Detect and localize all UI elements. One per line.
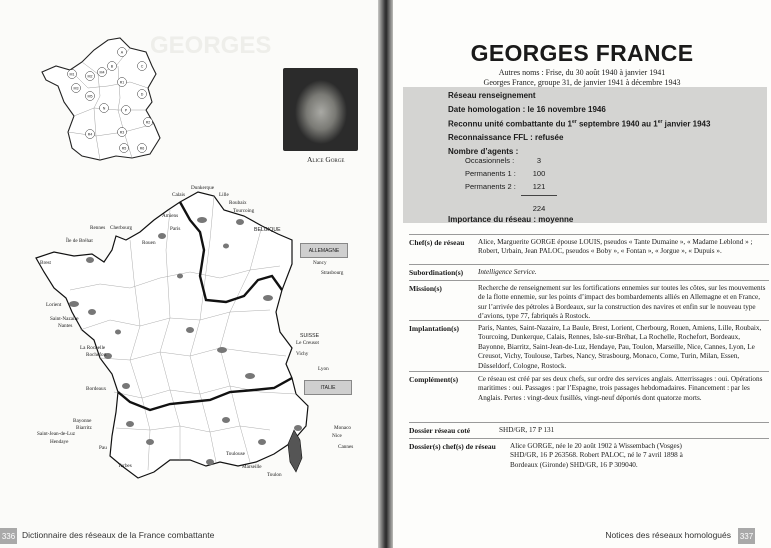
small-map-label: B [110, 64, 114, 69]
agents-label: Permanents 1 : [465, 169, 516, 178]
small-map-label: R3 [119, 130, 125, 135]
city-label: Île de Bréhat [66, 238, 93, 244]
small-map-label: M4 [99, 70, 105, 75]
agents-value: 3 [536, 156, 542, 165]
agents-label: Permanents 2 : [465, 182, 516, 191]
row-rule [409, 438, 769, 439]
city-label: Saint-Nazaire [50, 316, 79, 322]
small-map-label: R1 [119, 80, 125, 85]
row-rule [409, 320, 769, 321]
date-homologation: Date homologation : le 16 novembre 1946 [448, 105, 606, 114]
city-label: Pau [99, 445, 107, 451]
country-label-belgique: BELGIQUE [254, 227, 281, 233]
city-label: Nantes [58, 323, 73, 329]
city-label: Cannes [338, 444, 354, 450]
footer-left: Dictionnaire des réseaux de la France combattante [22, 530, 215, 540]
row-label: Subordination(s) [409, 268, 464, 277]
small-map-label: D [140, 92, 144, 97]
photo-caption: Alice Gorge [307, 155, 345, 164]
city-label: Rouen [142, 240, 156, 246]
other-names: Autres noms : Frise, du 30 août 1940 à janvier 1941 [498, 68, 666, 77]
ghost-title: GEORGES [150, 32, 272, 59]
city-label: Biarritz [76, 425, 92, 431]
city-label: Bordeaux [86, 386, 107, 392]
total-rule [521, 195, 557, 196]
city-label: Vichy [296, 351, 309, 357]
small-map-label: M5 [87, 94, 93, 99]
city-label: Monaco [334, 425, 351, 431]
country-box-allemagne: ALLEMAGNE [300, 243, 348, 258]
row-label: Mission(s) [409, 284, 442, 293]
small-map-label: N [102, 106, 106, 111]
city-label: Rennes [90, 225, 106, 231]
page-title: GEORGES FRANCE [470, 40, 694, 66]
city-label: Lorient [46, 302, 62, 308]
city-label: Calais [172, 192, 185, 198]
page-number-left: 336 [0, 528, 17, 544]
city-label: Paris [170, 226, 181, 232]
row-label: Implantation(s) [409, 324, 460, 333]
small-map-label: R5 [121, 146, 127, 151]
portrait-photo [283, 68, 358, 151]
left-page [0, 0, 378, 548]
country-label-suisse: SUISSE [300, 333, 320, 339]
small-map-label: P [124, 108, 128, 113]
small-map-label: A [120, 50, 124, 55]
city-label: Toulouse [226, 451, 245, 457]
city-label: Toulon [267, 472, 282, 478]
city-label: Tourcoing [233, 208, 255, 214]
city-label: Roubaix [229, 200, 247, 206]
footer-right: Notices des réseaux homologués [605, 530, 731, 540]
reconnaissance-ffl: Reconnaissance FFL : refusée [448, 133, 564, 142]
city-label: Amiens [162, 213, 179, 219]
small-map-label: R6 [139, 146, 145, 151]
city-label: Le Creusot [296, 340, 319, 346]
agents-value: 100 [532, 169, 546, 178]
row-content: Alice, Marguerite GORGE épouse LOUIS, pseudos « Tante Dumaine », « Madame Leblond » ; Robert, Urbain, Jean PALOC, pseudos « Boby », « Fontan », « Jorgue », « Dupuis ». [478, 238, 753, 256]
city-label: Nice [332, 433, 342, 439]
row-content: Recherche de renseignement sur les fortifications ennemies sur toutes les côtes, sur les mouvements de la flotte ennemie, sur les points d’impact des bombardements alliés en Allemagne et en France, sur l’arrivée des pétroles à Bordeaux, sur la construction des navires et enfin sur le nouveau type d’avions, type 77, fabriqués à Rostock. [478, 284, 766, 321]
city-label: Marseille [242, 464, 262, 470]
row-rule [409, 234, 769, 235]
row-content: Paris, Nantes, Saint-Nazaire, La Baule, Brest, Lorient, Cherbourg, Rouen, Amiens, Lille, Roubaix, Tourcoing, Dunkerque, Calais, Rennes, Isle-sur-Bréhat, La Rochelle, Rochefort, Bordeaux, Bayonne, Biarritz, Saint-Jean-de-Luz, Hendaye, Pau, Toulon, Marseille, Nice, Cannes, Lyon, Le Creusot, Vichy, Toulouse, Tarbes, Nancy, Strasbourg, Monaco, Come, Turin, Milan, Essen, Düsseldorf, Cologne, Rostock. [478, 324, 762, 370]
city-label: Brest [40, 260, 51, 266]
row-content: SHD/GR, 17 P 131 [499, 426, 555, 434]
page-number-right: 337 [738, 528, 755, 544]
row-content: Ce réseau est créé par ses deux chefs, sur ordre des services anglais. Atterrissages : oui. Opérations maritimes : oui. Passages : par l’Espagne, trois passages hebdomadaires. Financement : par les Anglais. Pertes : vingt-deux fusillés, vingt-neuf déportés dont quatorze morts. [478, 375, 763, 402]
nombre-agents: Nombre d’agents : [448, 147, 519, 156]
row-content: Intelligence Service. [478, 268, 537, 276]
reconnu-unite: Reconnu unité combattante du 1er septembre 1940 au 1er janvier 1943 [448, 119, 711, 129]
small-france-map [38, 36, 173, 166]
row-label: Dossier(s) chef(s) de réseau [409, 442, 496, 451]
right-page [393, 0, 771, 548]
small-map-label: M2 [87, 74, 93, 79]
row-label: Dossier réseau coté [409, 426, 471, 435]
reseau-type: Réseau renseignement [448, 91, 536, 100]
city-label: La Rochelle [80, 345, 106, 351]
city-label: Dunkerque [191, 185, 215, 191]
small-map-label: R2 [145, 120, 151, 125]
row-content: Alice GORGE, née le 20 août 1902 à Wissembach (Vosges) SHD/GR, 16 P 263568. Robert PALOC, né le 7 avril 1898 à Bordeaux (Gironde) SHD/GR, 16 P 309040. [510, 442, 683, 469]
city-label: Strasbourg [321, 270, 344, 276]
agents-label: Occasionnels : [465, 156, 515, 165]
city-label: Lyon [318, 366, 329, 372]
city-label: Saint-Jean-de-Luz [37, 431, 76, 437]
small-map-label: M3 [73, 86, 79, 91]
row-rule [409, 280, 769, 281]
row-rule [409, 264, 769, 265]
city-label: Bayonne [73, 418, 92, 424]
city-label: Hendaye [50, 439, 69, 445]
agents-value: 121 [532, 182, 546, 191]
agents-total: 224 [532, 204, 546, 213]
small-map-label: C [140, 64, 144, 69]
small-map-label: R4 [87, 132, 93, 137]
country-box-italie: ITALIE [304, 380, 352, 395]
city-label: Rochefort [86, 352, 107, 358]
book-gutter [378, 0, 393, 548]
row-rule [409, 371, 769, 372]
row-rule [409, 422, 769, 423]
city-label: Cherbourg [110, 225, 133, 231]
city-label: Lille [219, 192, 229, 198]
city-label: Tarbes [118, 463, 132, 469]
row-label: Chef(s) de réseau [409, 238, 465, 247]
city-label: Nancy [313, 260, 327, 266]
small-map-label: M1 [69, 72, 75, 77]
other-names-2: Georges France, groupe 31, de janvier 1941 à décembre 1943 [483, 78, 681, 87]
row-label: Complément(s) [409, 375, 459, 384]
importance-reseau: Importance du réseau : moyenne [448, 215, 574, 224]
